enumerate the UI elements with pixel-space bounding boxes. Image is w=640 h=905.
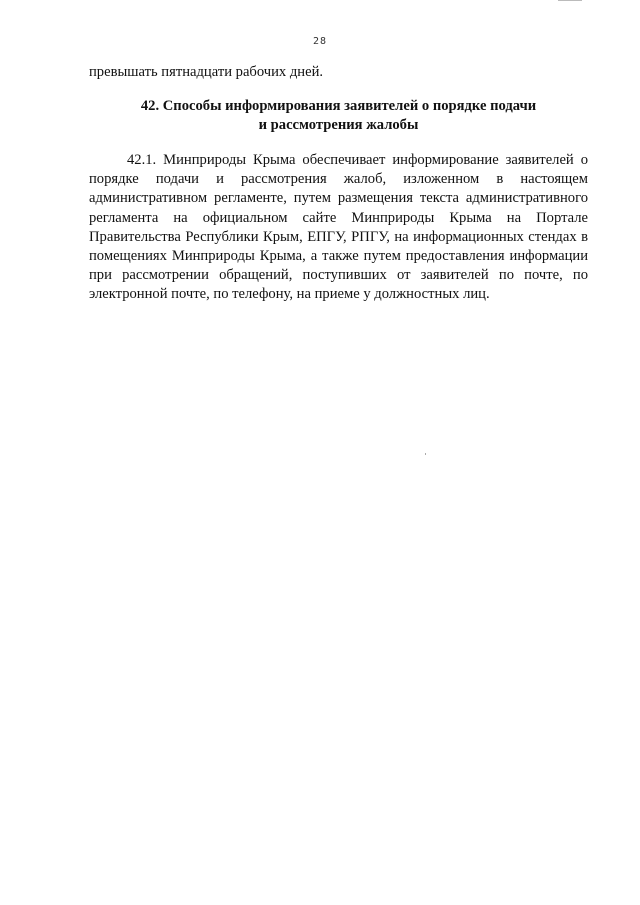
section-paragraph: 42.1. Минприроды Крыма обеспечивает информирование заявителей о порядке подачи и рассмотрения жалоб, изложенном в настоящем административном регламенте, путем размещения текста административного регламента на официальном сайте Минприроды Крыма на Портале Правительства Республики Крым, ЕПГУ, РПГУ, на информационных стендах в помещениях Минприроды Крыма, а также путем предоставления информации при рассмотрении обращений, поступивших от заявителей по почте, по электронной почте, по телефону, на приеме у должностных лиц.	[89, 152, 588, 303]
scan-speck	[425, 453, 426, 455]
scan-artifact	[558, 0, 582, 5]
section-heading	[89, 97, 588, 135]
page-number: 28	[312, 36, 328, 47]
section-heading-line-1: 42. Способы информирования заявителей о порядке подачи	[140, 98, 537, 114]
section-heading-line-2: и рассмотрения жалобы	[258, 117, 419, 133]
continuation-text: превышать пятнадцати рабочих дней.	[89, 64, 324, 80]
